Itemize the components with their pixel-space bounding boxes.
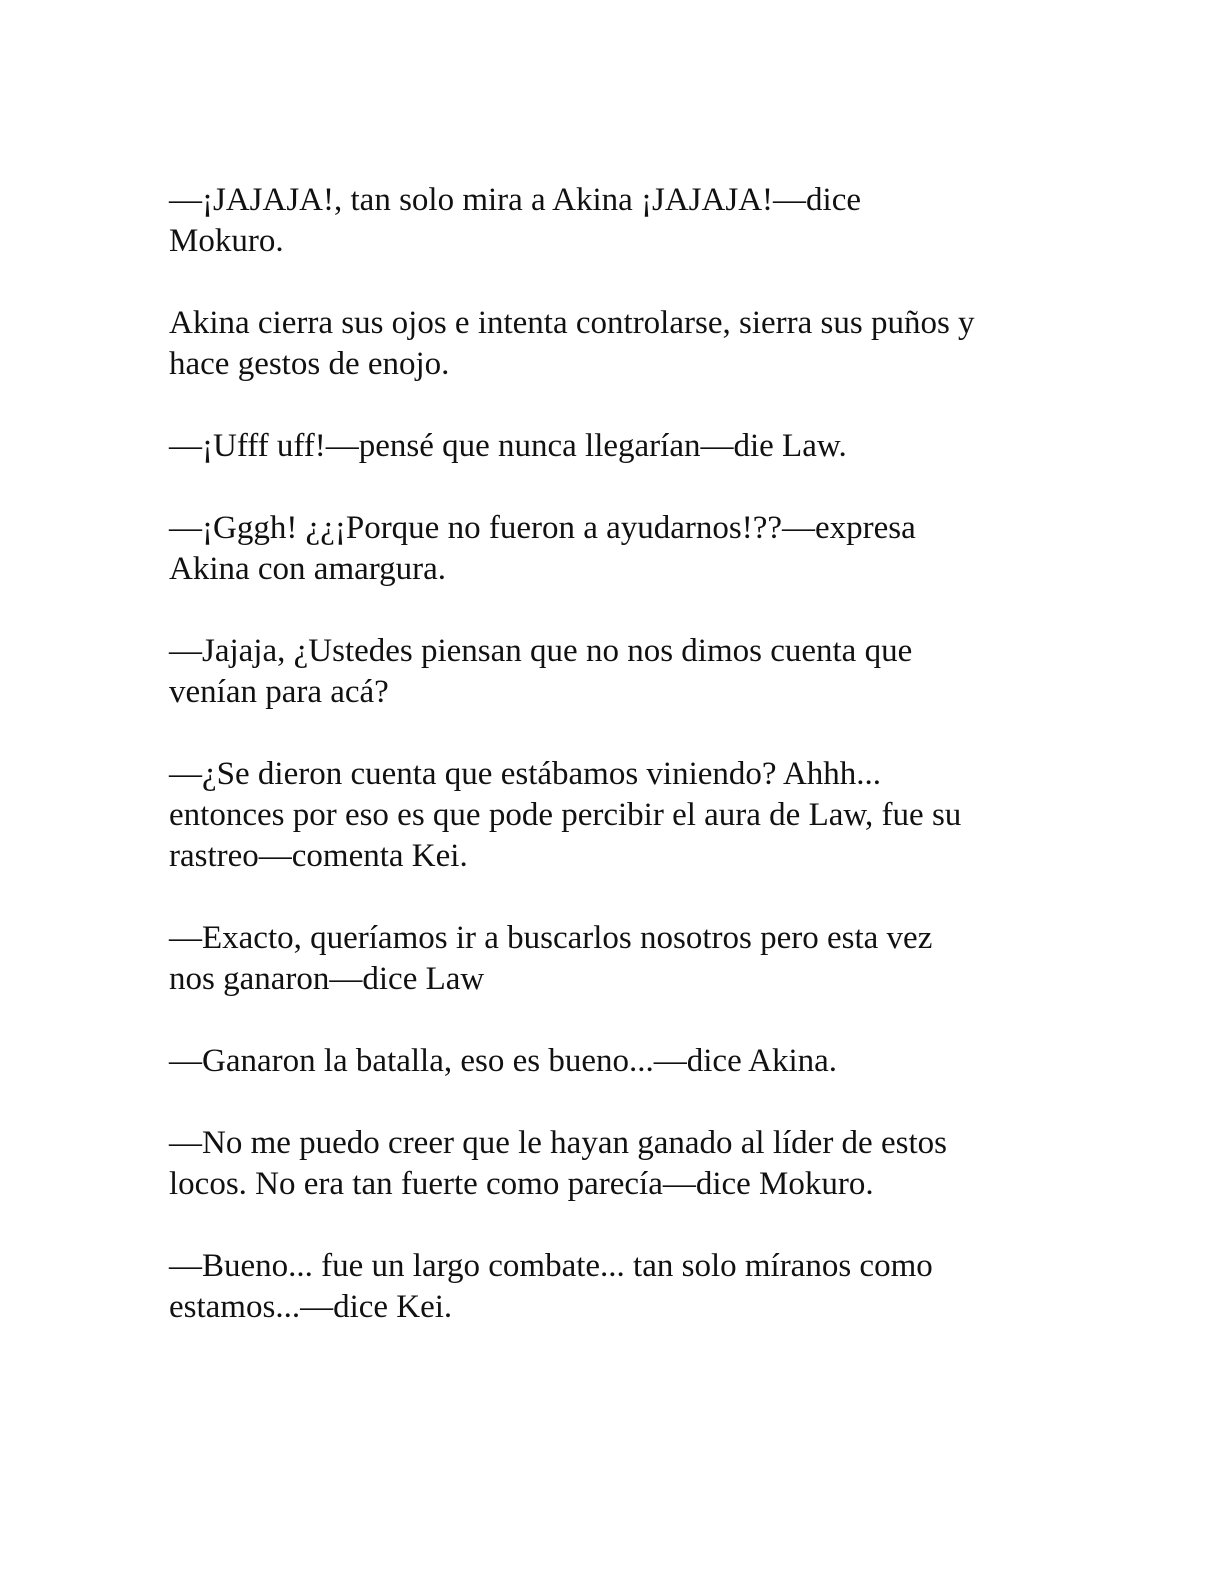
paragraph (169, 631, 1059, 713)
text-line: —¿Se dieron cuenta que estábamos viniendo? Ahhh... (169, 756, 882, 792)
paragraph (169, 426, 1059, 467)
paragraph (169, 180, 1059, 262)
text-line: —Jajaja, ¿Ustedes piensan que no nos dimos cuenta que (169, 633, 913, 669)
paragraph (169, 754, 1059, 877)
paragraph (169, 508, 1059, 590)
text-line: Mokuro. (169, 223, 284, 259)
text-line: Akina con amargura. (169, 551, 447, 587)
text-line: hace gestos de enojo. (169, 346, 450, 382)
paragraph (169, 918, 1059, 1000)
paragraph (169, 303, 1059, 385)
paragraph (169, 1041, 1059, 1082)
text-line: nos ganaron—dice Law (169, 961, 485, 997)
text-line: Akina cierra sus ojos e intenta controlarse, sierra sus puños y (169, 305, 975, 341)
text-line: —Ganaron la batalla, eso es bueno...—dice Akina. (169, 1043, 838, 1079)
story-text (169, 180, 1059, 1369)
paragraph (169, 1123, 1059, 1205)
text-line: —¡JAJAJA!, tan solo mira a Akina ¡JAJAJA!—dice (169, 182, 861, 218)
text-line: —Exacto, queríamos ir a buscarlos nosotros pero esta vez (169, 920, 933, 956)
text-line: venían para acá? (169, 674, 389, 710)
text-line: —¡Gggh! ¿¿¡Porque no fueron a ayudarnos!??—expresa (169, 510, 916, 546)
text-line: locos. No era tan fuerte como parecía—dice Mokuro. (169, 1166, 874, 1202)
text-line: —¡Ufff uff!—pensé que nunca llegarían—die Law. (169, 428, 847, 464)
text-line: entonces por eso es que pode percibir el aura de Law, fue su (169, 797, 962, 833)
paragraph (169, 1246, 1059, 1328)
text-line: estamos...—dice Kei. (169, 1289, 453, 1325)
text-line: —Bueno... fue un largo combate... tan solo míranos como (169, 1248, 933, 1284)
text-line: rastreo—comenta Kei. (169, 838, 468, 874)
text-line: —No me puedo creer que le hayan ganado al líder de estos (169, 1125, 947, 1161)
